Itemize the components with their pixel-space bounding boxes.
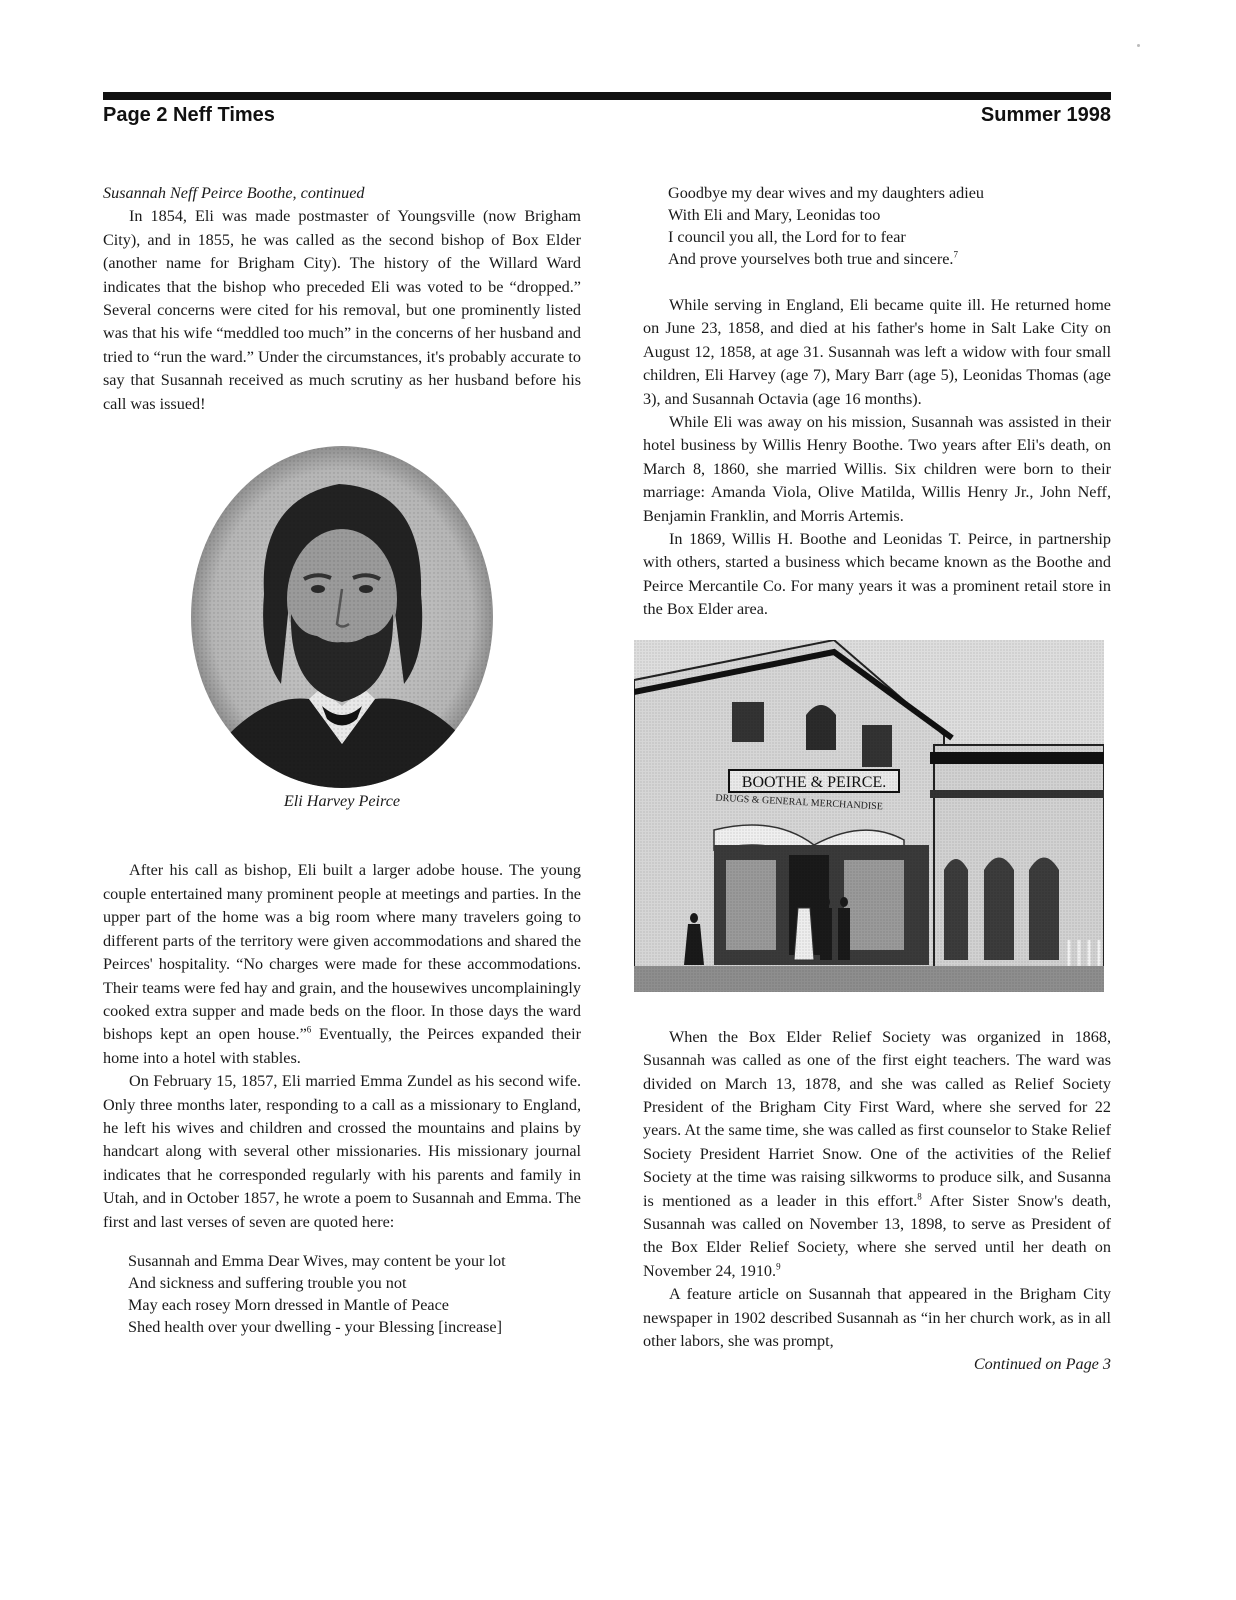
left-column (103, 182, 581, 1338)
right-column (643, 182, 1111, 1377)
continued-on-page-link: Continued on Page 3 (973, 1355, 1111, 1374)
footnote-ref-8: 8 (917, 1191, 922, 1202)
store-photo (634, 640, 1104, 992)
poem-line: Shed health over your dwelling - your Blessing [increase] (128, 1317, 503, 1336)
scan-speck (1137, 44, 1140, 47)
paragraph-mercantile: In 1869, Willis H. Boothe and Leonidas T. Peirce, in partnership with others, started a business which became known as the Boothe and Peirce Mercantile Co. For many years it was a prominent retail store in the Box Elder area. (643, 530, 1111, 619)
header-rule (103, 92, 1111, 100)
relief-society-text-a: When the Box Elder Relief Society was organized in 1868, Susannah was called as one of the first eight teachers. The ward was divided on March 13, 1878, and she was called as Relief Society President of the Brigham City First Ward, where she served for 22 years. At the same time, she was called as first counselor to Stake Relief Society President Harriet Snow. One of the activities of the Relief Society at the time was raising silkworms to produce silk, and Susanna is mentioned as a leader in this effort. (643, 1027, 1111, 1210)
paragraph-postmaster: In 1854, Eli was made postmaster of Youngsville (now Brigham City), and in 1855, he was called as the second bishop of Box Elder (another name for Brigham City). The history of the Willard Ward indicates that the bishop who preceded Eli was voted to be “dropped.” Several concerns were cited for his removal, but one prominently listed was that his wife “meddled too much” in the concerns of her husband and tried to “run the ward.” Under the circumstances, it's probably accurate to say that Susannah received as much scrutiny as her husband before his call was issued! (103, 207, 581, 413)
poem-line: With Eli and Mary, Leonidas too (668, 206, 881, 224)
portrait-figure (103, 444, 581, 813)
paragraph-relief-society (643, 1026, 1111, 1283)
continued-label: Susannah Neff Peirce Boothe, continued (103, 184, 365, 202)
poem-first-verse (128, 1250, 581, 1338)
page-header-left: Page 2 Neff Times (103, 104, 275, 126)
page-header-right: Summer 1998 (980, 104, 1111, 126)
paragraph-feature-article: A feature article on Susannah that appeared in the Brigham City newspaper in 1902 described Susannah as “in her church work, as in all other labors, she was prompt, (643, 1285, 1111, 1350)
adobe-house-tail: Eventually, the Peirces expanded their home into a hotel with stables. (103, 1025, 582, 1067)
paragraph-adobe-house (103, 859, 581, 1070)
footnote-ref-7: 7 (953, 249, 958, 260)
poem-line: Goodbye my dear wives and my daughters adieu (668, 184, 985, 202)
footnote-ref-6: 6 (306, 1024, 312, 1035)
poem-line: I council you all, the Lord for to fear (668, 228, 906, 246)
portrait-photo (189, 444, 495, 790)
adobe-house-text: After his call as bishop, Eli built a larger adobe house. The young couple entertained many prominent people at meetings and parties. In the upper part of the home was a big room where many travelers going to different parts of the territory were given accommodations and shared the Peirces' hospitality. “No charges were made for these accommodations. Their teams were fed hay and grain, and the housewives uncomplainingly cooked extra supper and made beds on the floor. In those days the ward bishops kept an open house.” (103, 861, 581, 1044)
portrait-caption: Eli Harvey Peirce (283, 792, 401, 811)
poem-line (668, 248, 1111, 270)
poem-line: And sickness and suffering trouble you not (128, 1273, 407, 1292)
footnote-ref-9: 9 (776, 1261, 781, 1272)
store-figure (634, 640, 1111, 992)
paragraph-emma-zundel: On February 15, 1857, Eli married Emma Zundel as his second wife. Only three months later, responding to a call as a missionary to England, he left his wives and children and crossed the mountains and plains by handcart along with several other missionaries. His missionary journal indicates that he corresponded regularly with his parents and family in Utah, and in October 1857, he wrote a poem to Susannah and Emma. The first and last verses of seven are quoted here: (103, 1072, 581, 1231)
poem-last-verse (668, 182, 1111, 270)
poem-line: May each rosey Morn dressed in Mantle of Peace (128, 1295, 449, 1314)
relief-society-text-b: After Sister Snow's death, Susannah was called on November 13, 1898, to serve as President of the Box Elder Relief Society, where she served until her death on November 24, 1910. (643, 1191, 1111, 1280)
poem-line: Susannah and Emma Dear Wives, may content be your lot (128, 1251, 506, 1270)
paragraph-illness: While serving in England, Eli became quite ill. He returned home on June 23, 1858, and died at his father's home in Salt Lake City on August 12, 1858, at age 31. Susannah was left a widow with four small children, Eli Harvey (age 7), Mary Barr (age 5), Leonidas Thomas (age 3), and Susannah Octavia (age 16 months). (643, 296, 1111, 408)
poem-line-text: And prove yourselves both true and sincere. (668, 250, 954, 268)
paragraph-willis-boothe: While Eli was away on his mission, Susannah was assisted in their hotel business by Willis Henry Boothe. Two years after Eli's death, on March 8, 1860, she married Willis. Six children were born to their marriage: Amanda Viola, Olive Matilda, Willis Henry Jr., John Neff, Benjamin Franklin, and Morris Artemis. (643, 413, 1111, 525)
